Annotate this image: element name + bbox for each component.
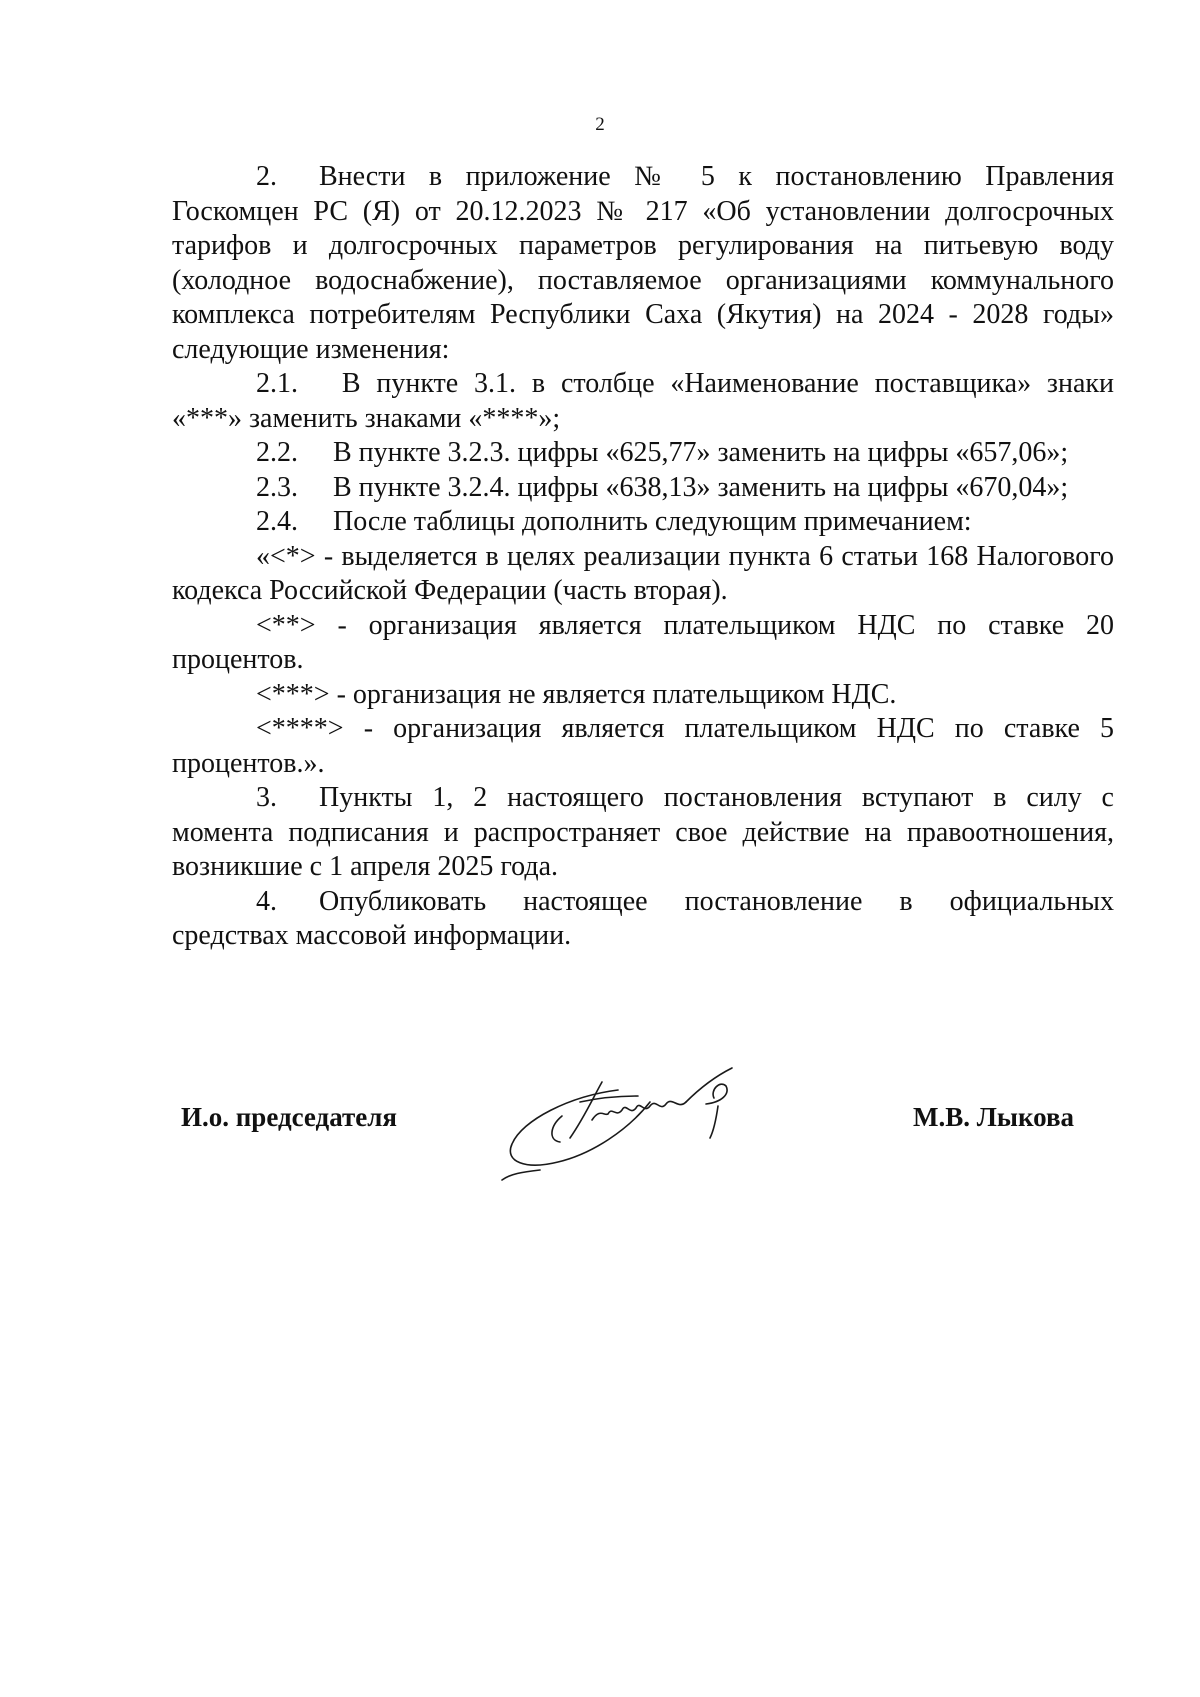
note-4: <****> - организация является плательщиком НДС по ставке 5 процентов.». <box>172 713 1114 779</box>
paragraph-3: 3. Пункты 1, 2 настоящего постановления вступают в силу с момента подписания и распространяет свое действие на правоотношения, возникшие с 1 апреля 2025 года. <box>172 782 1114 882</box>
note-1: «<*> - выделяется в целях реализации пункта 6 статьи 168 Налогового кодекса Российской Федерации (часть вторая). <box>172 540 1114 606</box>
signature-block <box>0 1058 1200 1198</box>
paragraph-2: 2. Внести в приложение № 5 к постановлению Правления Госкомцен РС (Я) от 20.12.2023 № 217 «Об установлении долгосрочных тарифов и долгосрочных параметров регулирования на питьевую воду (холодное водоснабжение), поставляемое организациями коммунального комплекса потребителям Республики Саха (Якутия) на 2024 - 2028 годы» следующие изменения: <box>172 161 1114 365</box>
handwritten-signature <box>500 1058 800 1188</box>
paragraph-2-1: 2.1. В пункте 3.1. в столбце «Наименование поставщика» знаки «***» заменить знаками «****»; <box>172 368 1114 434</box>
document-body <box>172 160 1114 954</box>
page-number: 2 <box>595 114 605 135</box>
paragraph-2-4: 2.4. После таблицы дополнить следующим примечанием: <box>256 506 972 537</box>
signatory-title: И.о. председателя <box>181 1102 398 1132</box>
signatory-name: М.В. Лыкова <box>913 1102 1075 1132</box>
paragraph-4: 4. Опубликовать настоящее постановление в официальных средствах массовой информации. <box>172 885 1114 951</box>
note-2: <**> - организация является плательщиком НДС по ставке 20 процентов. <box>172 609 1114 675</box>
paragraph-2-3: 2.3. В пункте 3.2.4. цифры «638,13» заменить на цифры «670,04»; <box>256 471 1069 503</box>
note-3: <***> - организация не является плательщиком НДС. <box>256 678 897 710</box>
paragraph-2-2: 2.2. В пункте 3.2.3. цифры «625,77» заменить на цифры «657,06»; <box>256 437 1069 468</box>
